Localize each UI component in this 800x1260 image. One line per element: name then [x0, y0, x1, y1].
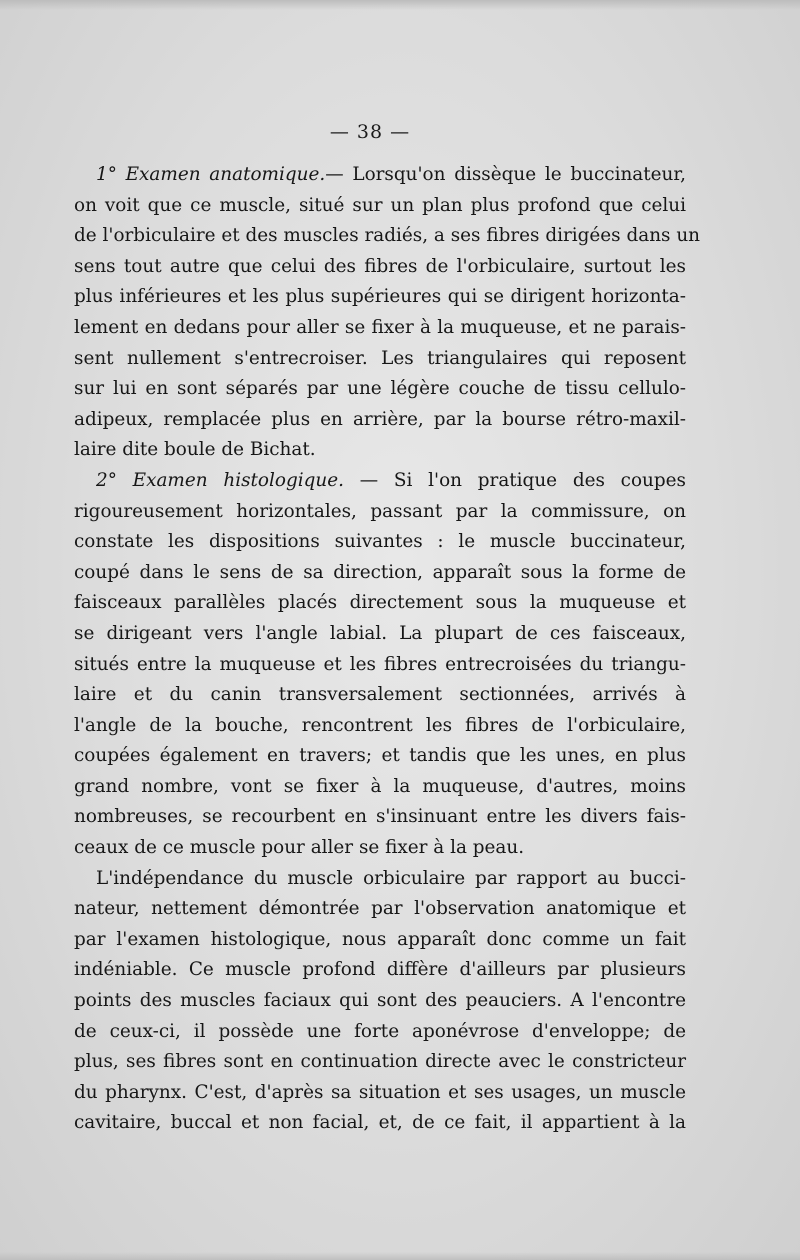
paragraph-1-line-1 — [74, 160, 686, 191]
paragraph-2-line-10: coupées également en travers; et tandis que les unes, en plus — [74, 745, 686, 767]
paragraph-1-line-7: sent nullement s'entrecroiser. Les triangulaires qui reposent — [74, 347, 686, 369]
paragraph-1-line-8: sur lui en sont séparés par une légère couche de tissu cellulo- — [74, 378, 686, 400]
paragraph-2-line-8: laire et du canin transversalement sectionnées, arrivés à — [74, 684, 686, 706]
paragraph-2-line-12: nombreuses, se recourbent en s'insinuant entre les divers fais- — [74, 806, 686, 828]
paragraph-2-line-1-text: — Si l'on pratique des coupes — [343, 469, 686, 491]
paragraph-2-line-6: se dirigeant vers l'angle labial. La plupart de ces faisceaux, — [74, 622, 686, 644]
paragraph-3-line-6: de ceux-ci, il possède une forte aponévrose d'enveloppe; de — [74, 1020, 686, 1042]
paragraph-3-line-8: du pharynx. C'est, d'après sa situation et ses usages, un muscle — [74, 1081, 686, 1103]
paragraph-1-line-4: sens tout autre que celui des fibres de l'orbiculaire, surtout les — [74, 255, 686, 277]
paragraph-2-line-1 — [74, 466, 686, 497]
paragraph-2-line-4: coupé dans le sens de sa direction, apparaît sous la forme de — [74, 561, 686, 583]
paragraph-3-line-1: L'indépendance du muscle orbiculaire par rapport au bucci- — [96, 867, 686, 889]
paragraph-3-line-9: cavitaire, buccal et non facial, et, de ce fait, il appartient à la — [74, 1112, 686, 1134]
paragraph-2-heading: 2° Examen histologique. — [96, 469, 344, 491]
paragraph-3-line-3: par l'examen histologique, nous apparaît donc comme un fait — [74, 928, 686, 950]
body-text — [74, 160, 701, 1139]
paragraph-1-line-9: adipeux, remplacée plus en arrière, par la bourse rétro-maxil- — [74, 408, 686, 430]
paragraph-2-line-2: rigoureusement horizontales, passant par la commissure, on — [74, 500, 686, 522]
paragraph-1-line-10: laire dite boule de Bichat. — [74, 439, 316, 461]
paragraph-3-line-2: nateur, nettement démontrée par l'observation anatomique et — [74, 898, 686, 920]
paragraph-2-line-3: constate les dispositions suivantes : le muscle buccinateur, — [74, 531, 686, 553]
paragraph-1-heading: 1° Examen anatomique. — [96, 164, 326, 185]
paragraph-2-line-9: l'angle de la bouche, rencontrent les fibres de l'orbiculaire, — [74, 714, 686, 736]
paragraph-1-line-3: de l'orbiculaire et des muscles radiés, a ses fibres dirigées dans un — [74, 225, 701, 247]
paragraph-2-line-13: ceaux de ce muscle pour aller se fixer à la peau. — [74, 837, 525, 859]
paragraph-1-line-1-text: — Lorsqu'on dissèque le buccinateur, — [325, 164, 686, 185]
paragraph-3-line-7: plus, ses fibres sont en continuation directe avec le constricteur — [74, 1051, 686, 1073]
paragraph-2-line-5: faisceaux parallèles placés directement sous la muqueuse et — [74, 592, 686, 614]
paragraph-1-line-2: on voit que ce muscle, situé sur un plan plus profond que celui — [74, 194, 686, 216]
page-edge-shadow-bottom — [0, 1252, 800, 1260]
paragraph-2-line-7: situés entre la muqueuse et les fibres entrecroisées du triangu- — [74, 653, 686, 675]
page-edge-shadow-top — [0, 0, 800, 10]
paragraph-3-line-4: indéniable. Ce muscle profond diffère d'ailleurs par plusieurs — [74, 959, 686, 981]
page-number: — 38 — — [329, 121, 411, 143]
paragraph-3-line-5: points des muscles faciaux qui sont des peauciers. A l'encontre — [74, 990, 686, 1012]
paragraph-1-line-6: lement en dedans pour aller se fixer à la muqueuse, et ne parais- — [74, 316, 686, 338]
paragraph-2-line-11: grand nombre, vont se fixer à la muqueuse, d'autres, moins — [74, 775, 686, 797]
paragraph-1-line-5: plus inférieures et les plus supérieures qui se dirigent horizonta- — [74, 286, 686, 308]
